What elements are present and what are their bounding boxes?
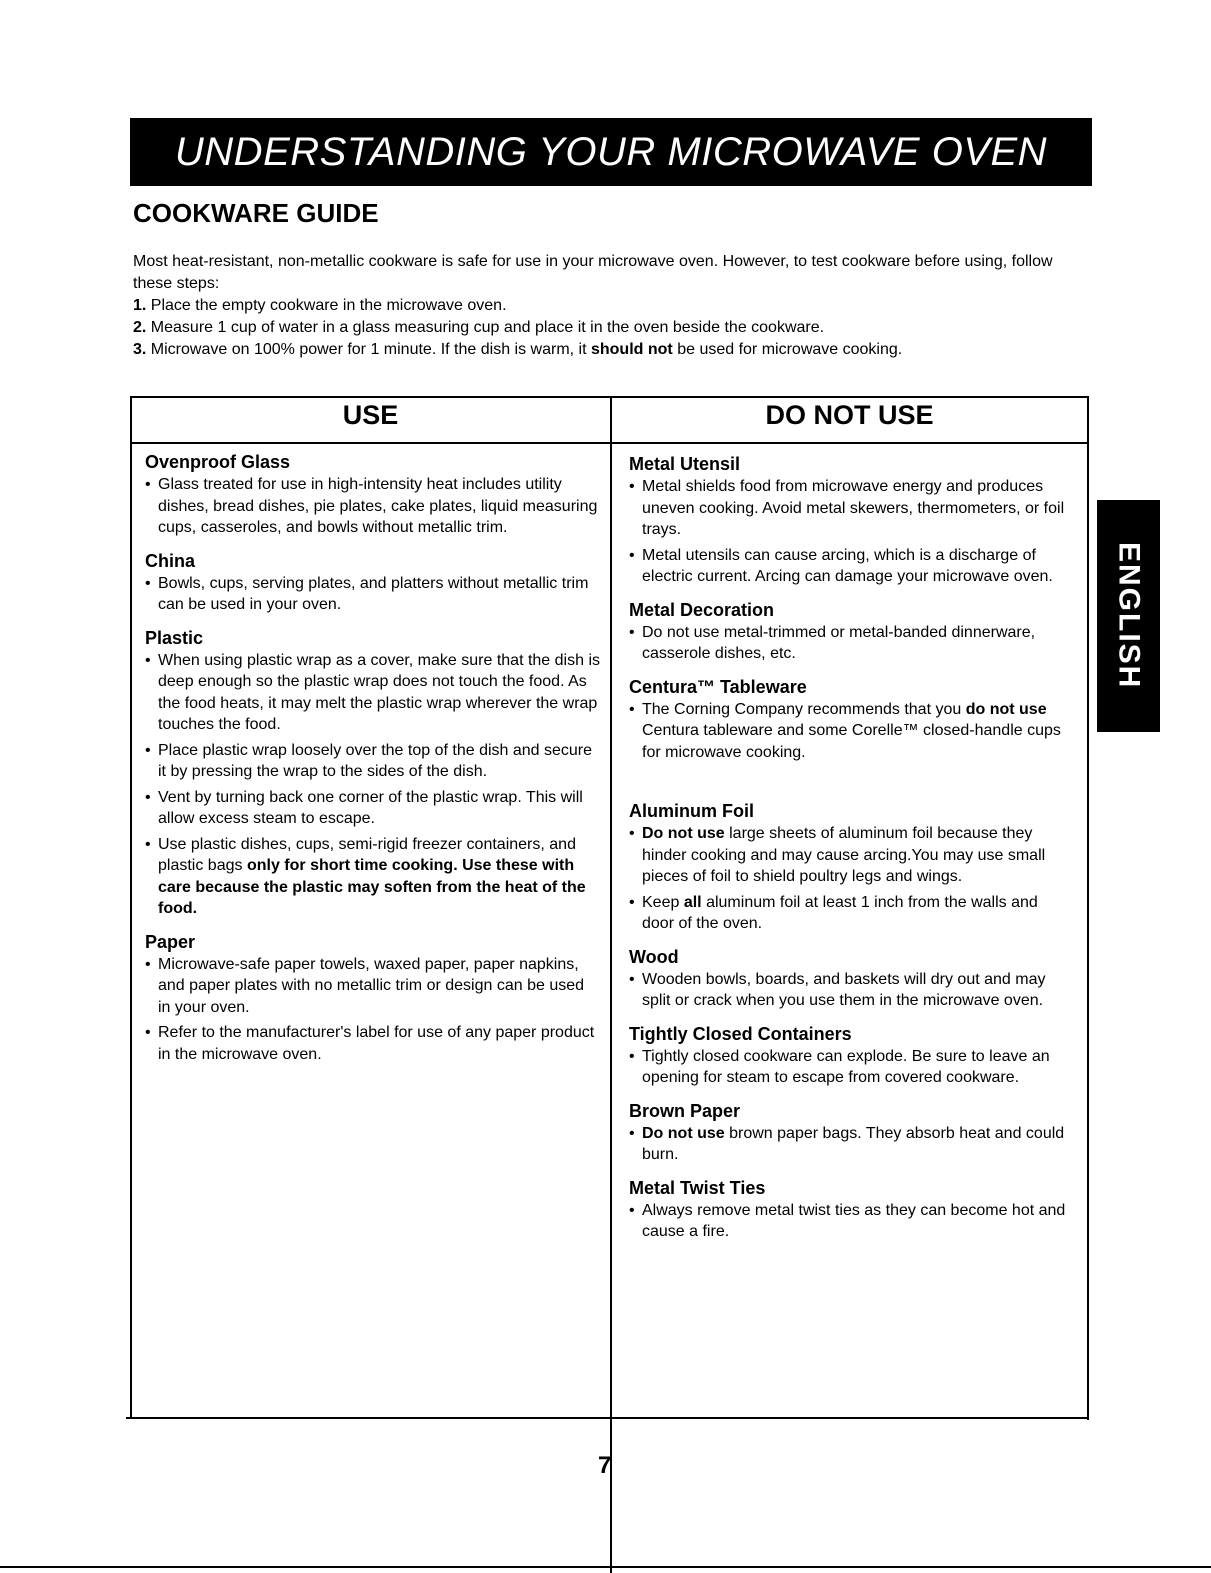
metal-decoration-item	[629, 598, 1074, 665]
item-title: Centura™ Tableware	[629, 676, 807, 697]
bullet: • Vent by turning back one corner of the plastic wrap. This will allow excess steam to escape.	[145, 787, 600, 830]
bullet: • Always remove metal twist ties as they can become hot and cause a fire.	[629, 1200, 1074, 1243]
metal-twist-ties-item	[629, 1176, 1074, 1243]
item-title: Paper	[145, 931, 196, 952]
bullet: • Keep all aluminum foil at least 1 inch from the walls and door of the oven.	[629, 892, 1074, 935]
bullet: • Do not use brown paper bags. They absorb heat and could burn.	[629, 1123, 1074, 1166]
ovenproof-glass-item	[145, 450, 600, 539]
bullet: • The Corning Company recommends that you do not use Centura tableware and some Corelle™ closed-handle cups for microwave cooking.	[629, 699, 1074, 764]
do-not-use-column	[629, 452, 1074, 1253]
table-right-border	[1087, 396, 1089, 1420]
brown-paper-item	[629, 1099, 1074, 1166]
item-title: Ovenproof Glass	[145, 452, 291, 472]
tightly-closed-containers-item	[629, 1022, 1074, 1089]
table-left-border	[130, 396, 132, 1418]
bullet: • Do not use metal-trimmed or metal-banded dinnerware, casserole dishes, etc.	[629, 622, 1074, 665]
page-number: 7	[598, 1452, 612, 1479]
bullet: • Wooden bowls, boards, and baskets will dry out and may split or crack when you use them in the microwave oven.	[629, 969, 1074, 1012]
bullet: • Bowls, cups, serving plates, and platters without metallic trim can be used in your oven.	[145, 573, 600, 616]
plastic-item	[145, 626, 600, 920]
bullet: • Glass treated for use in high-intensity heat includes utility dishes, bread dishes, pie plates, cake plates, liquid measuring cups, casseroles, and bowls without metallic trim.	[145, 474, 600, 539]
bullet: • Place plastic wrap loosely over the top of the dish and secure it by pressing the wrap to the sides of the dish.	[145, 740, 600, 783]
paper-item	[145, 930, 600, 1066]
bullet: • Refer to the manufacturer's label for use of any paper product in the microwave oven.	[145, 1022, 600, 1065]
bullet: • Use plastic dishes, cups, semi-rigid freezer containers, and plastic bags only for short time cooking. Use these with care because the plastic may soften from the heat of the food.	[145, 834, 600, 920]
bullet: • Metal utensils can cause arcing, which is a discharge of electric current. Arcing can damage your microwave oven.	[629, 545, 1074, 588]
item-title: China	[145, 550, 196, 571]
item-title: Metal Decoration	[629, 599, 775, 620]
side-tab-label: ENGLISH	[1112, 542, 1146, 690]
step-3: 3. Microwave on 100% power for 1 minute. If the dish is warm, it should not be used for microwave cooking.	[133, 341, 903, 358]
bullet: • Microwave-safe paper towels, waxed paper, paper napkins, and paper plates with no metallic trim or design can be used in your oven.	[145, 954, 600, 1019]
item-title: Wood	[629, 946, 679, 967]
metal-utensil-item	[629, 452, 1074, 588]
item-title: Plastic	[145, 627, 204, 648]
item-title: Aluminum Foil	[629, 801, 754, 821]
wood-item	[629, 945, 1074, 1012]
intro-block	[133, 251, 1093, 361]
bullet: • Tightly closed cookware can explode. Be sure to leave an opening for steam to escape from covered cookware.	[629, 1046, 1074, 1089]
item-title: Brown Paper	[629, 1100, 741, 1121]
page-banner: UNDERSTANDING YOUR MICROWAVE OVEN	[130, 118, 1092, 186]
table-bottom-border	[126, 1417, 1089, 1419]
language-side-tab	[1097, 500, 1160, 732]
item-title: Metal Twist Ties	[629, 1177, 766, 1198]
bullet: • When using plastic wrap as a cover, make sure that the dish is deep enough so the plastic wrap does not touch the food. As the food heats, it may melt the plastic wrap wherever the wrap touches the food.	[145, 650, 600, 736]
step-2: 2. Measure 1 cup of water in a glass measuring cup and place it in the oven beside the cookware.	[133, 319, 825, 336]
item-title: Tightly Closed Containers	[629, 1023, 852, 1044]
bullet: • Metal shields food from microwave energy and produces uneven cooking. Avoid metal skewers, thermometers, or foil trays.	[629, 476, 1074, 541]
intro-text: Most heat-resistant, non-metallic cookware is safe for use in your microwave oven. However, to test cookware before using, follow these steps:	[133, 253, 1053, 292]
bullet: • Do not use large sheets of aluminum foil because they hinder cooking and may cause arcing.You may use small pieces of foil to shield poultry legs and wings.	[629, 823, 1074, 888]
item-title: Metal Utensil	[629, 454, 741, 474]
table-column-divider	[610, 396, 612, 1573]
china-item	[145, 549, 600, 616]
aluminum-foil-item	[629, 799, 1074, 935]
step-1: 1. Place the empty cookware in the microwave oven.	[133, 297, 507, 314]
use-heading: USE	[342, 400, 399, 430]
do-not-use-heading: DO NOT USE	[765, 400, 934, 430]
use-column	[145, 450, 600, 1075]
centura-item	[629, 675, 1074, 764]
section-title: COOKWARE GUIDE	[133, 198, 379, 228]
bottom-rule	[0, 1566, 1211, 1568]
